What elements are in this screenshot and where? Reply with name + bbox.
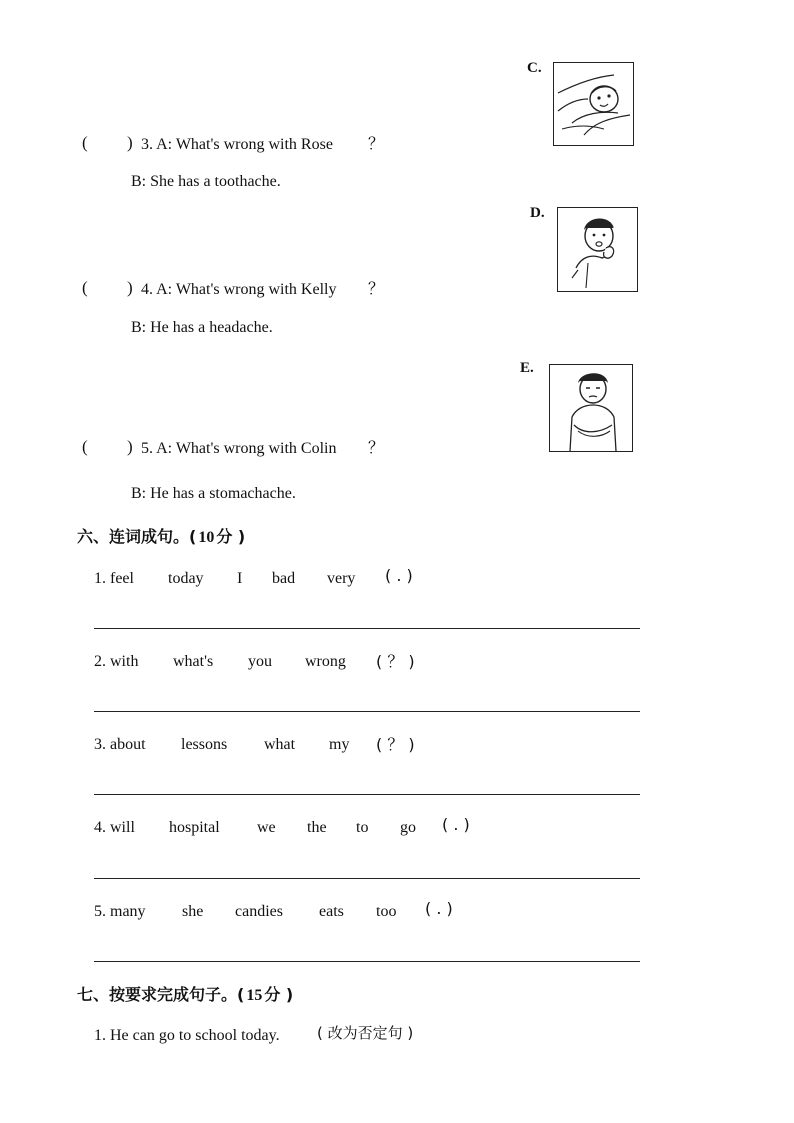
section-7-title: 七、按要求完成句子。( xyxy=(77,985,245,1004)
picture-label-c: C. xyxy=(527,60,542,76)
word-token: candies xyxy=(235,903,283,920)
section-7-unit: 分 ) xyxy=(264,985,294,1004)
word-token: 1. feel xyxy=(94,570,134,587)
word-token: the xyxy=(307,819,327,836)
word-token: my xyxy=(329,736,350,753)
word-token: 5. many xyxy=(94,903,146,920)
answer-paren-close: ) xyxy=(127,278,133,297)
word-token: lessons xyxy=(181,736,228,753)
punctuation-hint: ( ？ ) xyxy=(376,735,415,754)
word-token: we xyxy=(257,819,276,836)
answer-paren-close: ) xyxy=(127,133,133,152)
boy-with-stomachache-icon xyxy=(550,365,632,451)
answer-text: B: She has a toothache. xyxy=(131,173,281,190)
word-token: go xyxy=(400,819,416,836)
word-token: 4. will xyxy=(94,819,135,836)
word-token: to xyxy=(356,819,369,836)
word-token: today xyxy=(168,570,204,587)
punctuation-hint: ( ？ ) xyxy=(376,652,415,671)
word-token: bad xyxy=(272,570,296,587)
word-token: she xyxy=(182,903,204,920)
answer-paren-open[interactable]: ( xyxy=(82,133,88,152)
section-7-heading xyxy=(77,982,293,1005)
question-text: 3. A: What's wrong with Rose xyxy=(141,136,333,153)
answer-line[interactable] xyxy=(94,711,640,712)
picture-e xyxy=(549,364,633,452)
question-mark: ？ xyxy=(368,281,385,298)
word-token: hospital xyxy=(169,819,220,836)
word-token: wrong xyxy=(305,653,346,670)
punctuation-hint: ( . ) xyxy=(425,899,453,918)
punctuation-hint: ( . ) xyxy=(385,566,413,585)
transform-instruction: ( 改为否定句 ) xyxy=(317,1024,414,1042)
section-6-heading xyxy=(77,524,245,547)
answer-paren-open[interactable]: ( xyxy=(82,278,88,297)
answer-line[interactable] xyxy=(94,794,640,795)
word-token: 2. with xyxy=(94,653,139,670)
word-token: 3. about xyxy=(94,736,146,753)
punctuation-hint: ( . ) xyxy=(442,815,470,834)
word-token: you xyxy=(248,653,272,670)
question-text: 5. A: What's wrong with Colin xyxy=(141,440,337,457)
word-token: what xyxy=(264,736,296,753)
section-6-title: 六、连词成句。( xyxy=(77,527,197,546)
question-mark: ？ xyxy=(368,440,385,457)
picture-label-d: D. xyxy=(530,205,545,221)
section-6-points: 10 xyxy=(198,529,215,546)
word-token: eats xyxy=(319,903,344,920)
section-7-points: 15 xyxy=(246,987,263,1004)
answer-text: B: He has a stomachache. xyxy=(131,485,296,502)
picture-label-e: E. xyxy=(520,360,534,376)
boy-with-toothache-icon xyxy=(558,208,637,291)
word-token: I xyxy=(237,570,243,587)
question-mark: ？ xyxy=(368,136,385,153)
word-token: too xyxy=(376,903,397,920)
picture-d xyxy=(557,207,638,292)
sick-child-in-bed-icon xyxy=(554,63,633,145)
answer-paren-close: ) xyxy=(127,437,133,456)
answer-line[interactable] xyxy=(94,628,640,629)
answer-paren-open[interactable]: ( xyxy=(82,437,88,456)
word-token: very xyxy=(327,570,356,587)
answer-text: B: He has a headache. xyxy=(131,319,273,336)
answer-line[interactable] xyxy=(94,961,640,962)
word-token: what's xyxy=(173,653,214,670)
picture-c xyxy=(553,62,634,146)
transform-sentence: 1. He can go to school today. xyxy=(94,1027,280,1044)
answer-line[interactable] xyxy=(94,878,640,879)
question-text: 4. A: What's wrong with Kelly xyxy=(141,281,337,298)
section-6-unit: 分 ) xyxy=(216,527,246,546)
